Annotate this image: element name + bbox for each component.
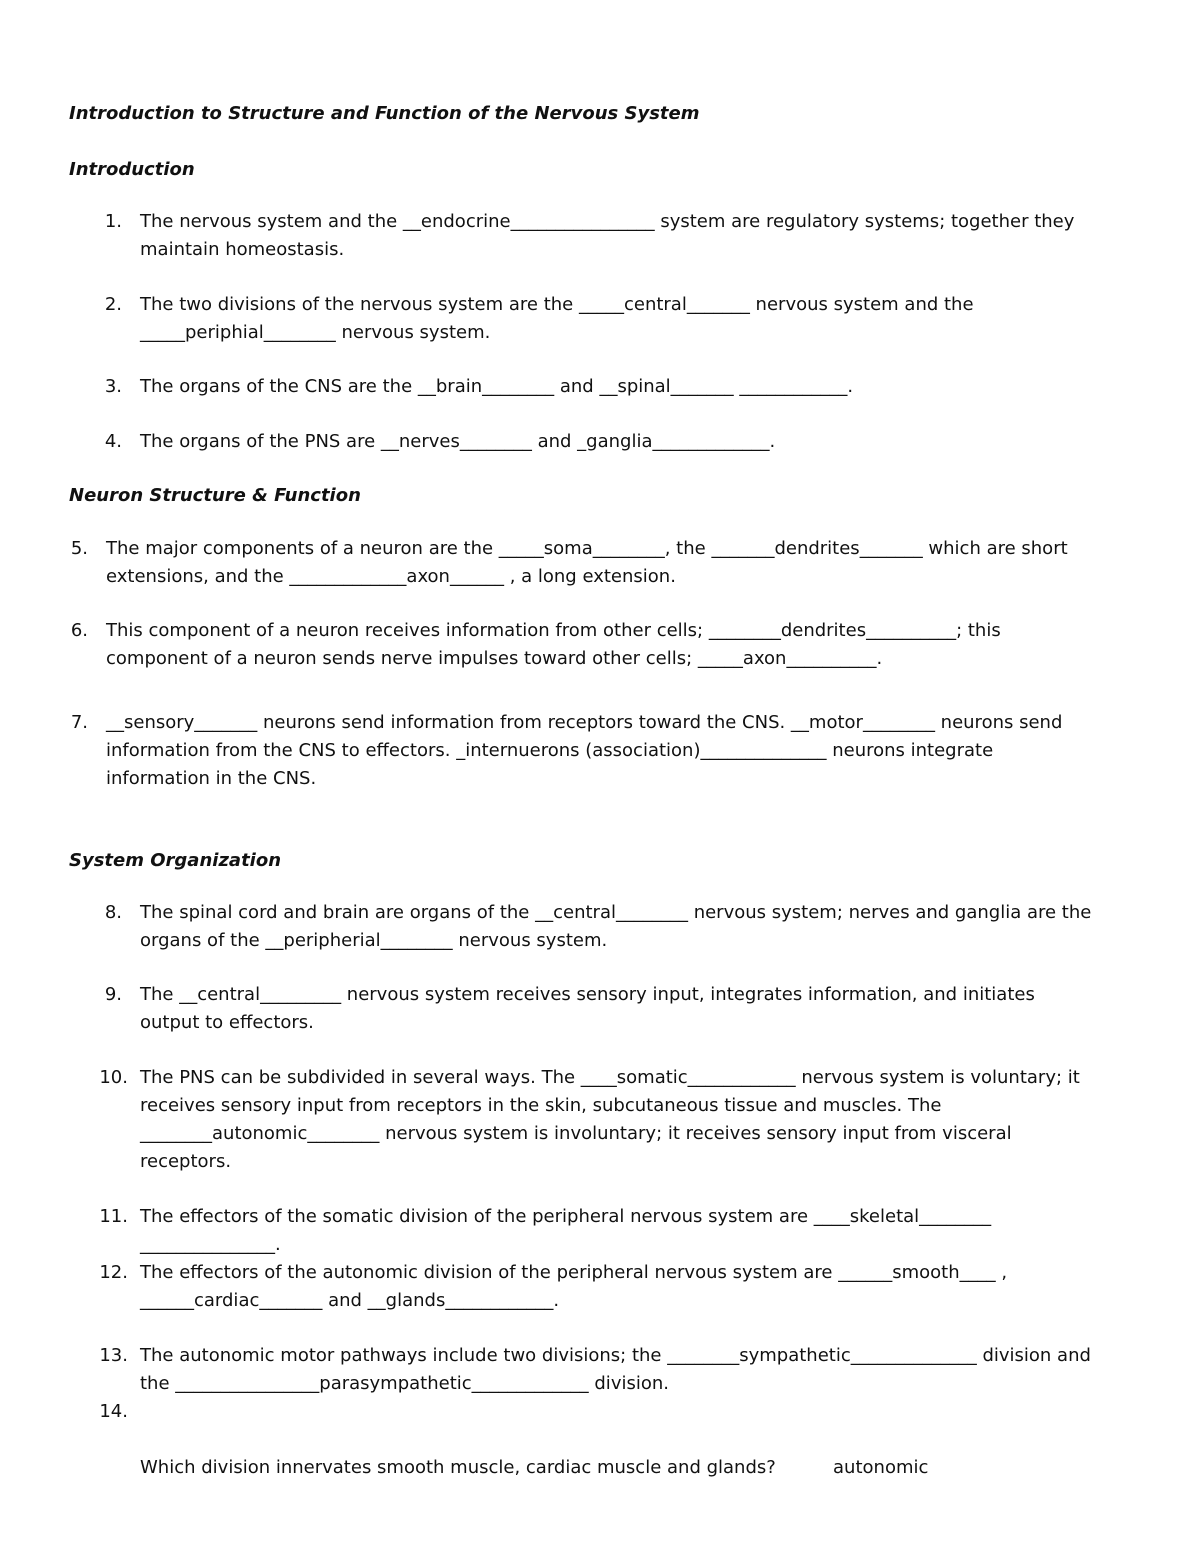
- question-line: The organs of the CNS are the __brain________ and __spinal_______ ____________.: [140, 376, 854, 397]
- question-number: 4.: [104, 431, 122, 452]
- section-heading-system-organization: System Organization: [69, 850, 282, 871]
- question-number: 3.: [104, 376, 122, 397]
- question-line: The effectors of the somatic division of the peripheral nervous system are ____skeletal________: [140, 1206, 992, 1227]
- question-line: output to effectors.: [140, 1012, 314, 1033]
- question-line: The effectors of the autonomic division of the peripheral nervous system are ______smooth____ ,: [140, 1262, 1008, 1283]
- question-line: organs of the __peripherial________ nervous system.: [140, 930, 608, 951]
- question-line: receives sensory input from receptors in the skin, subcutaneous tissue and muscles. The: [140, 1095, 942, 1116]
- question-line: The __central_________ nervous system receives sensory input, integrates information, and initiates: [140, 984, 1035, 1005]
- question-line: The spinal cord and brain are organs of the __central________ nervous system; nerves and ganglia are the: [140, 902, 1092, 923]
- question-line: The two divisions of the nervous system are the _____central_______ nervous system and the: [140, 294, 974, 315]
- question-number: 8.: [104, 902, 122, 923]
- question-line: information in the CNS.: [106, 768, 317, 789]
- question-line: ________autonomic________ nervous system is involuntary; it receives sensory input from visceral: [140, 1123, 1012, 1144]
- question-number: 12.: [99, 1262, 128, 1283]
- question-line: The nervous system and the __endocrine________________ system are regulatory systems; together they: [140, 211, 1075, 232]
- question-number: 13.: [99, 1345, 128, 1366]
- question-line: Which division innervates smooth muscle, cardiac muscle and glands? autonomic: [140, 1457, 929, 1478]
- question-line: This component of a neuron receives information from other cells; ________dendrites__________; this: [106, 620, 1001, 641]
- question-number: 6.: [70, 620, 88, 641]
- question-number: 11.: [99, 1206, 128, 1227]
- question-line: _______________.: [140, 1234, 281, 1255]
- question-line: __sensory_______ neurons send information from receptors toward the CNS. __motor________ neurons send: [106, 712, 1063, 733]
- question-line: The organs of the PNS are __nerves________ and _ganglia_____________.: [140, 431, 776, 452]
- question-line: The major components of a neuron are the _____soma________, the _______dendrites_______ which are short: [106, 538, 1068, 559]
- question-line: The autonomic motor pathways include two divisions; the ________sympathetic______________ division and: [140, 1345, 1091, 1366]
- question-line: receptors.: [140, 1151, 232, 1172]
- question-line: _____periphial________ nervous system.: [140, 322, 491, 343]
- question-line: extensions, and the _____________axon______ , a long extension.: [106, 566, 676, 587]
- document-title: Introduction to Structure and Function of the Nervous System: [69, 103, 700, 124]
- question-number: 10.: [99, 1067, 128, 1088]
- question-number: 7.: [70, 712, 88, 733]
- question-number: 9.: [104, 984, 122, 1005]
- section-heading-neuron-structure: Neuron Structure & Function: [69, 485, 361, 506]
- question-number: 2.: [104, 294, 122, 315]
- question-number: 1.: [104, 211, 122, 232]
- question-line: the ________________parasympathetic_____________ division.: [140, 1373, 669, 1394]
- section-heading-introduction: Introduction: [69, 159, 195, 180]
- question-line: component of a neuron sends nerve impulses toward other cells; _____axon__________.: [106, 648, 883, 669]
- question-line: maintain homeostasis.: [140, 239, 345, 260]
- question-line: information from the CNS to effectors. _internuerons (association)______________ neurons integrate: [106, 740, 994, 761]
- question-line: The PNS can be subdivided in several ways. The ____somatic____________ nervous system is voluntary; it: [140, 1067, 1080, 1088]
- question-number: 5.: [70, 538, 88, 559]
- question-line: ______cardiac_______ and __glands____________.: [140, 1290, 560, 1311]
- question-number: 14.: [99, 1401, 128, 1422]
